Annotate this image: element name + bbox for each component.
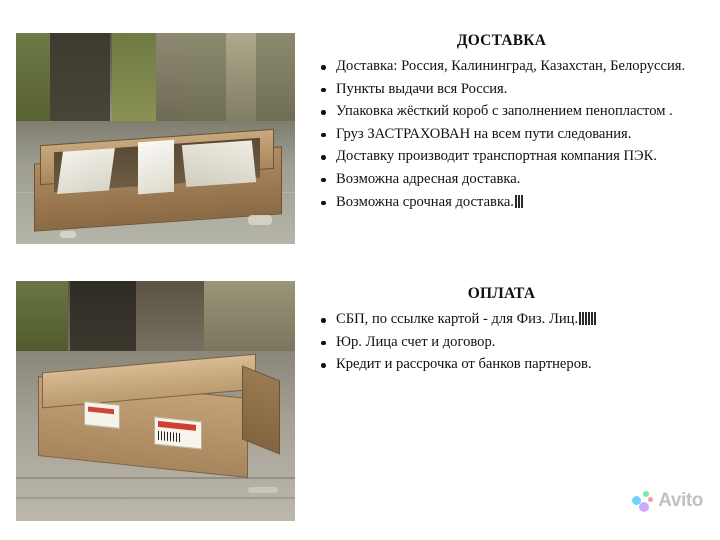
bullet-text: Упаковка жёсткий короб с заполнением пенопластом . — [336, 103, 673, 120]
bullet-text: Груз ЗАСТРАХОВАН на всем пути следования. — [336, 125, 632, 142]
floor-debris-right — [248, 215, 272, 225]
payment-title: ОПЛАТА — [467, 285, 536, 302]
list-item — [319, 169, 706, 191]
list-item — [319, 192, 706, 214]
delivery-title: ДОСТАВКА — [456, 32, 547, 49]
delivery-bullet-list — [319, 56, 706, 213]
list-item — [319, 332, 706, 354]
foam-piece-left — [57, 148, 115, 194]
payment-bullet-list — [319, 309, 706, 376]
list-item — [319, 101, 706, 123]
delivery-section — [0, 0, 720, 244]
list-item — [319, 124, 706, 146]
delivery-photo — [16, 33, 295, 244]
unsupported-glyph-icon — [579, 312, 596, 325]
foam-piece-right — [182, 140, 256, 187]
floor-debris — [248, 487, 278, 493]
box-side-panel — [242, 365, 280, 454]
bullet-text: СБП, по ссылке картой - для Физ. Лиц. — [336, 311, 579, 327]
avito-logo-icon — [632, 491, 653, 512]
photo-sealed-box — [38, 363, 278, 467]
photo-wall-right-light — [226, 33, 256, 123]
bullet-text: Доставка: Россия, Калининград, Казахстан, Белоруссия. — [336, 58, 686, 74]
bullet-text: Доставку производит транспортная компания ПЭК. — [336, 148, 658, 165]
photo-green-wall — [16, 281, 68, 353]
bullet-text: Пункты выдачи вся Россия. — [336, 80, 508, 97]
photo-door-panel — [112, 33, 156, 121]
photo-doorway — [70, 281, 136, 355]
bullet-text: Юр. Лица счет и договор. — [336, 333, 496, 350]
avito-watermark — [632, 490, 703, 512]
payment-section — [0, 247, 720, 521]
photo-doorway — [50, 33, 110, 125]
floor-seam-upper — [16, 477, 295, 479]
list-item — [319, 146, 706, 168]
logo-dot-purple — [639, 502, 649, 512]
bullet-text: Кредит и рассрочка от банков партнеров. — [336, 356, 592, 373]
foam-piece-center — [138, 140, 174, 195]
list-item — [319, 79, 706, 101]
payment-photo — [16, 281, 295, 521]
bullet-text: Возможна срочная доставка. — [336, 193, 514, 210]
shipping-label-small — [84, 401, 120, 429]
photo-wall-left — [16, 33, 50, 129]
list-item — [319, 354, 706, 376]
photo-wall-right — [204, 281, 295, 353]
shipping-label-barcode — [154, 416, 202, 449]
floor-seam-lower — [16, 497, 295, 499]
logo-dot-green — [643, 491, 649, 497]
logo-dot-red — [648, 497, 653, 502]
list-item — [319, 56, 706, 78]
photo-open-crate — [34, 120, 280, 235]
list-item — [319, 309, 706, 331]
bullet-text: Возможна адресная доставка. — [336, 170, 521, 187]
payment-text-block — [295, 247, 720, 377]
watermark-label: Avito — [658, 490, 703, 511]
photo-pillar — [156, 33, 182, 129]
floor-debris-left — [60, 231, 76, 238]
unsupported-glyph-icon — [515, 195, 524, 208]
delivery-text-block — [295, 0, 720, 214]
